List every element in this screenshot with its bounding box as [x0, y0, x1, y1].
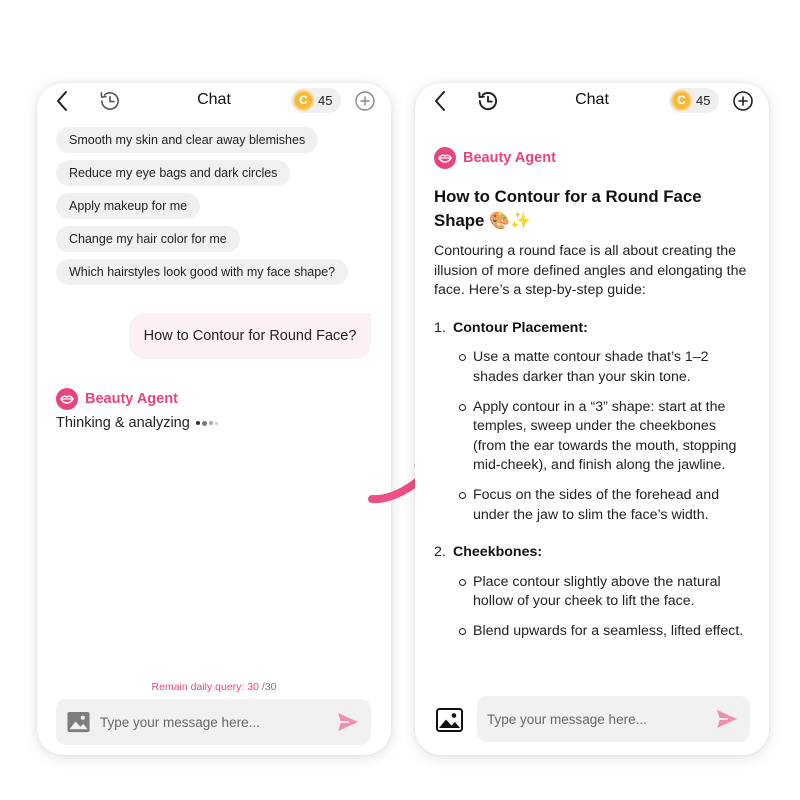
remain-value: 30: [247, 681, 259, 693]
suggestion-chip[interactable]: Which hairstyles look good with my face shape?: [56, 259, 348, 285]
send-icon[interactable]: [337, 712, 359, 732]
history-icon[interactable]: [97, 88, 123, 114]
coin-icon: C: [671, 90, 692, 111]
image-icon[interactable]: [436, 708, 463, 732]
suggestion-chip[interactable]: Change my hair color for me: [56, 226, 240, 252]
chevron-left-icon[interactable]: [51, 89, 75, 113]
step-number: 2.: [434, 544, 446, 561]
chat-header: [415, 83, 769, 119]
daily-query-counter: [37, 681, 391, 693]
message-composer: [415, 695, 769, 755]
message-composer: [56, 699, 371, 745]
response-title: [434, 185, 752, 233]
bullet-item: Apply contour in a “3” shape: start at the temples, sweep under the cheekbones (from the ear towards the mouth, stopping mid-cheek), and finish along the jawline.: [473, 398, 752, 476]
step-number: 1.: [434, 319, 446, 336]
message-input[interactable]: [487, 709, 697, 729]
chat-screen-thinking: [37, 83, 391, 755]
loading-dots: [196, 415, 220, 431]
agent-name: Beauty Agent: [463, 150, 556, 166]
suggestion-chip[interactable]: Apply makeup for me: [56, 193, 200, 219]
response-intro: Contouring a round face is all about creating the illusion of more defined angles and elongating the face. Here’s a step-by-step guide:: [434, 243, 747, 299]
coin-balance[interactable]: [669, 88, 719, 113]
history-icon[interactable]: [475, 88, 501, 114]
bullet-item: Focus on the sides of the forehead and under the jaw to slim the face’s width.: [473, 486, 752, 525]
step-section: [434, 319, 752, 339]
coin-count: 45: [696, 93, 711, 108]
plus-circle-icon[interactable]: [353, 89, 377, 113]
step-title: Contour Placement:: [453, 319, 588, 336]
bullet-item: Place contour slightly above the natural hollow of your cheek to lift the face.: [473, 573, 752, 612]
chat-screen-answer: [415, 83, 769, 755]
remain-total: /30: [258, 681, 277, 693]
remain-label: Remain daily query:: [151, 681, 248, 693]
palette-sparkles-emoji: 🎨✨: [489, 211, 531, 230]
image-icon[interactable]: [67, 711, 90, 733]
lips-icon: [56, 388, 78, 410]
coin-count: 45: [318, 93, 333, 108]
plus-circle-icon[interactable]: [731, 89, 755, 113]
agent-response: [434, 147, 752, 642]
thinking-text: Thinking & analyzing: [56, 415, 190, 431]
thinking-status: [56, 415, 220, 431]
chat-header: [37, 83, 391, 119]
step-section: [434, 543, 752, 563]
response-title-text: How to Contour for a Round Face Shape: [434, 187, 702, 230]
user-message-bubble: How to Contour for Round Face?: [129, 313, 371, 359]
chevron-left-icon[interactable]: [429, 89, 453, 113]
bullet-item: Blend upwards for a seamless, lifted effect.: [473, 622, 752, 642]
agent-header: [434, 147, 752, 169]
agent-header: [56, 388, 178, 410]
suggestion-chip[interactable]: Smooth my skin and clear away blemishes: [56, 127, 318, 153]
page-title: Chat: [197, 91, 231, 108]
message-input[interactable]: [100, 712, 320, 732]
page-title: Chat: [575, 91, 609, 108]
bullet-item: Use a matte contour shade that’s 1–2 shades darker than your skin tone.: [473, 348, 752, 387]
coin-icon: C: [293, 90, 314, 111]
agent-name: Beauty Agent: [85, 391, 178, 407]
coin-balance[interactable]: [291, 88, 341, 113]
suggestion-chip[interactable]: Reduce my eye bags and dark circles: [56, 160, 290, 186]
lips-icon: [434, 147, 456, 169]
send-icon[interactable]: [716, 709, 738, 729]
message-input-box: [477, 696, 750, 742]
step-title: Cheekbones:: [453, 544, 543, 561]
